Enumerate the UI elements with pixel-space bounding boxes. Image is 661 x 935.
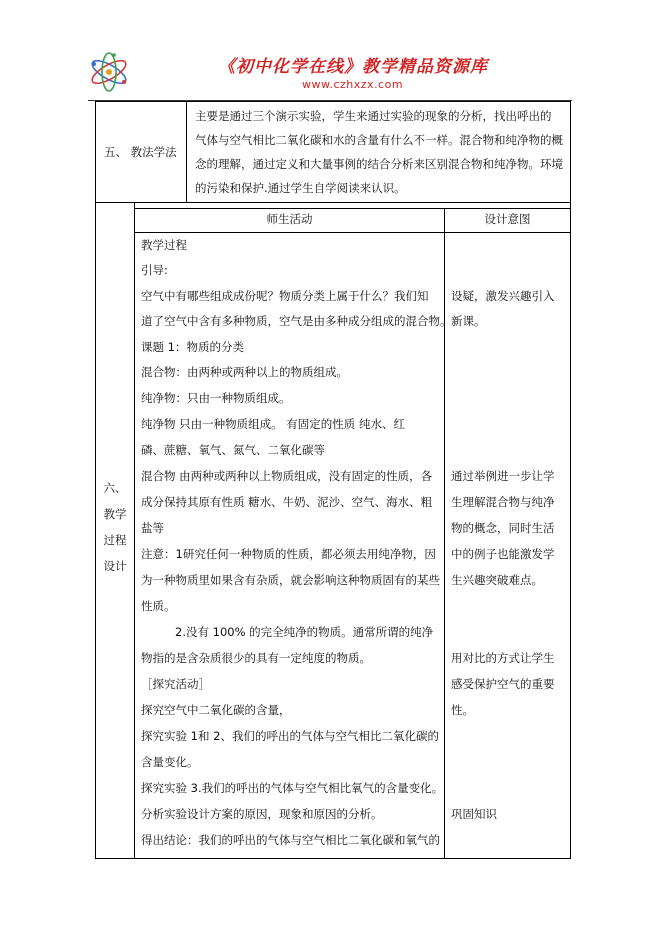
section5-line: 念的理解，通过定义和大量事例的结合分析来区别混合物和纯净物。环境 bbox=[195, 157, 563, 171]
activity-line: 引导: bbox=[141, 263, 168, 277]
section5-line: 的污染和保护.通过学生自学阅读来认识。 bbox=[195, 181, 406, 195]
activity-line: 混合物：由两种或两种以上的物质组成。 bbox=[141, 365, 348, 379]
activity-cell bbox=[134, 232, 452, 859]
activity-line: 2.没有 100% 的完全纯净的物质。通常所谓的纯净 bbox=[175, 625, 434, 639]
site-logo-icon bbox=[86, 52, 132, 92]
intent-line: 中的例子也能激发学 bbox=[451, 547, 555, 561]
section5-content-cell bbox=[186, 101, 571, 203]
activity-line: 纯净物：只由一种物质组成。 bbox=[141, 391, 291, 405]
col-intent-label: 设计意图 bbox=[484, 212, 531, 226]
activity-line: 盐等 bbox=[141, 521, 164, 535]
page-header bbox=[0, 0, 661, 105]
section5-label: 五、 教法学法 bbox=[104, 145, 177, 159]
activity-line: 道了空气中含有多种物质，空气是由多种成分组成的混合物。 bbox=[141, 314, 452, 328]
intent-line: 巩固知识 bbox=[451, 807, 497, 821]
intent-line: 感受保护空气的重要 bbox=[451, 677, 555, 691]
activity-line: 混合物 由两种或两种以上物质组成，没有固定的性质，各 bbox=[141, 469, 433, 483]
intent-line: 通过举例进一步让学 bbox=[451, 469, 555, 483]
activity-line: ［探究活动］ bbox=[141, 677, 210, 691]
activity-line: 课题 1：物质的分类 bbox=[141, 340, 244, 354]
col-activity-header bbox=[134, 208, 445, 233]
intent-cell bbox=[444, 232, 571, 859]
activity-line: 磷、蔗糖、氧气、氮气、二氧化碳等 bbox=[141, 443, 325, 457]
activity-line: 探究空气中二氧化碳的含量， bbox=[141, 703, 291, 717]
intent-line: 新课。 bbox=[451, 314, 486, 328]
intent-line: 设疑，激发兴趣引入 bbox=[451, 289, 555, 303]
activity-line: 含量变化。 bbox=[141, 755, 199, 769]
activity-line: 成分保持其原有性质 糖水、牛奶、泥沙、空气、海水、粗 bbox=[141, 495, 433, 509]
activity-line: 分析实验设计方案的原因，现象和原因的分析。 bbox=[141, 807, 383, 821]
intent-line: 用对比的方式让学生 bbox=[451, 651, 555, 665]
section6-label-line: 过程 bbox=[103, 533, 127, 547]
col-activity-label: 师生活动 bbox=[266, 212, 313, 226]
intent-line: 生理解混合物与纯净 bbox=[451, 495, 555, 509]
section6-label-line: 教学 bbox=[103, 507, 127, 521]
banner-url: www.czhxzx.com bbox=[302, 78, 404, 91]
activity-line: 注意：1研究任何一种物质的性质，都必须去用纯净物，因 bbox=[141, 547, 436, 561]
section5-label-cell bbox=[95, 101, 187, 203]
activity-line: 探究实验 1和 2、我们的呼出的气体与空气相比二氧化碳的 bbox=[141, 729, 439, 743]
activity-line: 空气中有哪些组成成份呢？物质分类上属于什么？我们知 bbox=[141, 289, 429, 303]
activity-line: 性质。 bbox=[141, 599, 176, 613]
intent-line: 性。 bbox=[451, 703, 474, 717]
section6-label-line: 设计 bbox=[103, 559, 127, 573]
col-intent-header bbox=[444, 208, 571, 233]
section5-line: 气体与空气相比二氧化碳和水的含量有什么不一样。混合物和纯净物的概 bbox=[195, 133, 563, 147]
section6-label-cell bbox=[95, 208, 135, 859]
activity-line: 教学过程 bbox=[141, 238, 187, 252]
intent-line: 生兴趣突破难点。 bbox=[451, 573, 543, 587]
intent-line: 物的概念，同时生活 bbox=[451, 521, 555, 535]
activity-line: 得出结论：我们的呼出的气体与空气相比二氧化碳和氧气的 bbox=[141, 833, 440, 847]
activity-line: 纯净物 只由一种物质组成。 有固定的性质 纯水、红 bbox=[141, 417, 405, 431]
activity-line: 物指的是含杂质很少的具有一定纯度的物质。 bbox=[141, 651, 371, 665]
banner-title: 《初中化学在线》教学精品资源库 bbox=[218, 57, 488, 77]
section6-label-line: 六、 bbox=[103, 481, 127, 495]
activity-line: 为一种物质里如果含有杂质，就会影响这种物质固有的某些 bbox=[141, 573, 440, 587]
section5-line: 主要是通过三个演示实验，学生来通过实验的现象的分析，找出呼出的 bbox=[195, 109, 552, 123]
activity-line: 探究实验 3.我们的呼出的气体与空气相比氧气的含量变化。 bbox=[141, 781, 444, 795]
